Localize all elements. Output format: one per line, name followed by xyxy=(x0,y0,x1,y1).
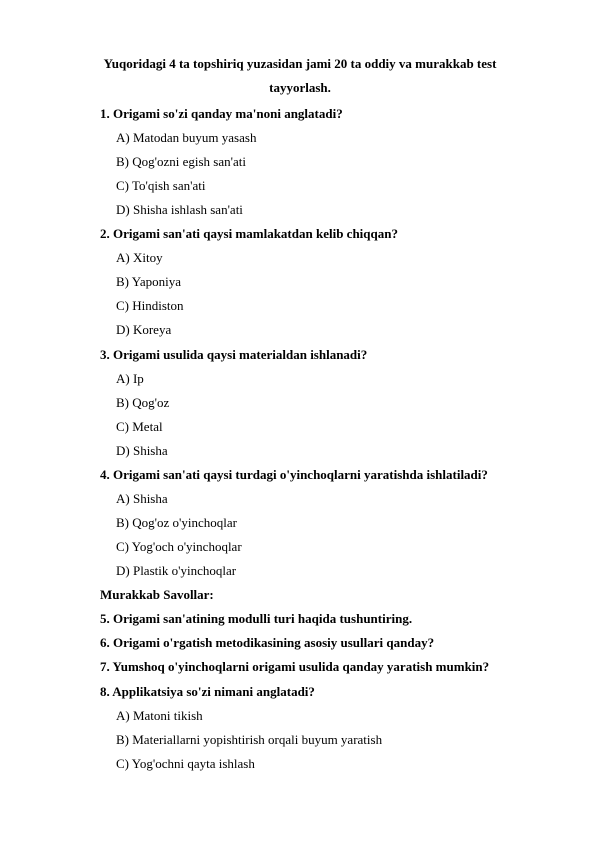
question-3-option-d: D) Shisha xyxy=(116,443,168,458)
question-1: 1. Origami so'zi qanday ma'noni anglatadi? xyxy=(100,106,343,121)
question-8: 8. Applikatsiya so'zi nimani anglatadi? xyxy=(100,684,315,699)
question-1-option-a: A) Matodan buyum yasash xyxy=(116,130,257,145)
question-4-option-c: C) Yog'och o'yinchoqlar xyxy=(116,539,242,554)
question-6: 6. Origami o'rgatish metodikasining asosiy usullari qanday? xyxy=(100,635,435,650)
question-7: 7. Yumshoq o'yinchoqlarni origami usulida qanday yaratish mumkin? xyxy=(100,659,490,674)
question-1-option-c: C) To'qish san'ati xyxy=(116,178,206,193)
question-8-option-b: B) Materiallarni yopishtirish orqali buyum yaratish xyxy=(116,732,383,747)
question-2: 2. Origami san'ati qaysi mamlakatdan kelib chiqqan? xyxy=(100,226,398,241)
question-5: 5. Origami san'atining modulli turi haqida tushuntiring. xyxy=(100,611,413,626)
title-line-1: Yuqoridagi 4 ta topshiriq yuzasidan jami 20 ta oddiy va murakkab test xyxy=(103,56,497,71)
question-2-option-d: D) Koreya xyxy=(116,322,172,337)
question-8-option-c: C) Yog'ochni qayta ishlash xyxy=(116,756,255,771)
question-4-option-b: B) Qog'oz o'yinchoqlar xyxy=(116,515,237,530)
question-2-option-a: A) Xitoy xyxy=(116,250,163,265)
section-heading: Murakkab Savollar: xyxy=(100,587,214,602)
question-2-option-c: C) Hindiston xyxy=(116,298,184,313)
question-3-option-c: C) Metal xyxy=(116,419,163,434)
question-1-option-d: D) Shisha ishlash san'ati xyxy=(116,202,243,217)
question-4: 4. Origami san'ati qaysi turdagi o'yinchoqlarni yaratishda ishlatiladi? xyxy=(100,467,488,482)
question-4-option-d: D) Plastik o'yinchoqlar xyxy=(116,563,237,578)
title-line-2: tayyorlash. xyxy=(269,80,331,95)
document-title xyxy=(90,52,510,100)
question-3: 3. Origami usulida qaysi materialdan ishlanadi? xyxy=(100,347,368,362)
question-4-option-a: A) Shisha xyxy=(116,491,168,506)
question-1-option-b: B) Qog'ozni egish san'ati xyxy=(116,154,246,169)
question-3-option-a: A) Ip xyxy=(116,371,144,386)
question-8-option-a: A) Matoni tikish xyxy=(116,708,203,723)
question-3-option-b: B) Qog'oz xyxy=(116,395,170,410)
question-2-option-b: B) Yaponiya xyxy=(116,274,182,289)
